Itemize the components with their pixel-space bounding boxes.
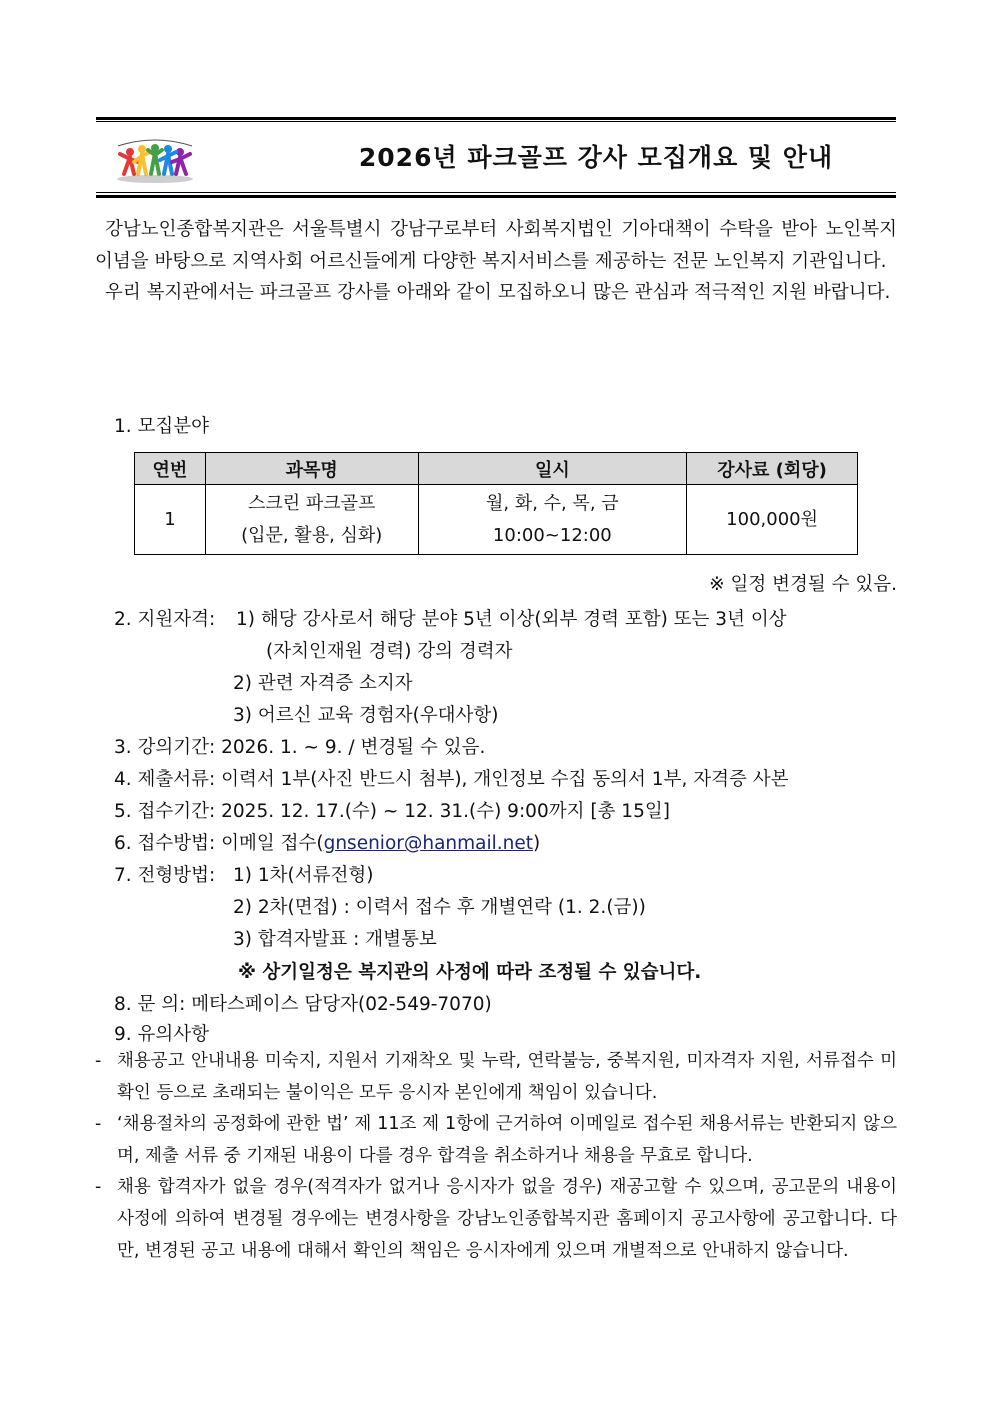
col-header-subject: 과목명 xyxy=(205,453,418,485)
header-bottom-rule xyxy=(96,195,896,198)
dash-bullet: - xyxy=(95,1051,102,1071)
header-top-rule xyxy=(96,117,896,120)
header-bottom-rule-thin xyxy=(96,192,896,193)
intro-paragraph-1: 강남노인종합복지관은 서울특별시 강남구로부터 사회복지법인 기아대책이 수탁을 받아 노인복지 이념을 바탕으로 지역사회 어르신들에게 다양한 복지서비스를 제공하는 전문 노인복지 기관입니다. xyxy=(95,219,897,272)
dash-bullet: - xyxy=(95,1177,102,1198)
section-2-label: 2. 지원자격: xyxy=(114,609,216,630)
col-header-no: 연번 xyxy=(135,453,206,485)
email-link[interactable]: gnsenior@hanmail.net xyxy=(323,833,534,854)
table-header-row xyxy=(135,453,858,485)
section-6 xyxy=(114,829,540,855)
section-2-item-3: 3) 어르신 교육 경험자(우대사항) xyxy=(233,705,499,726)
cell-time: 10:00~12:00 xyxy=(492,524,612,546)
table-row xyxy=(135,485,858,555)
page-title: 2026년 파크골프 강사 모집개요 및 안내 xyxy=(358,143,834,172)
section-2-item-1b: (자치인재원 경력) 강의 경력자 xyxy=(266,641,513,662)
section-6-label: 6. 접수방법: 이메일 접수( xyxy=(114,833,324,854)
intro-paragraph-2: 우리 복지관에서는 파크골프 강사를 아래와 같이 모집하오니 많은 관심과 적극적인 지원 바랍니다. xyxy=(105,282,891,303)
notice-text-2: ‘채용절차의 공정화에 관한 법’ 제 11조 제 1항에 근거하여 이메일로 접수된 채용서류는 반환되지 않으며, 제출 서류 중 기재된 내용이 다를 경우 합격을 취소하거나 채용을 무효로 합니다. xyxy=(117,1114,897,1166)
notice-text-1: 채용공고 안내내용 미숙지, 지원서 기재착오 및 누락, 연락불능, 중복지원, 미자격자 지원, 서류접수 미확인 등으로 초래되는 불이익은 모두 응시자 본인에게 책임이 있습니다. xyxy=(117,1051,897,1103)
section-7-note: ※ 상기일정은 복지관의 사정에 따라 조정될 수 있습니다. xyxy=(238,962,702,983)
notice-text-3: 채용 합격자가 없을 경우(적격자가 없거나 응시자가 없을 경우) 재공고할 수 있으며, 공고문의 내용이 사정에 의하여 변경될 경우에는 변경사항을 강남노인종합복지관 홈페이지 공고사항에 공고합니다. 다만, 변경된 공고 내용에 대해서 확인의 책임은 응시자에게 있으며 개별적으로 안내하지 않습니다. xyxy=(117,1177,897,1261)
col-header-fee: 강사료 (회당) xyxy=(687,453,858,485)
section-8: 8. 문 의: 메타스페이스 담당자(02-549-7070) xyxy=(114,994,492,1015)
section-6-suffix: ) xyxy=(533,833,541,854)
intro-text xyxy=(95,214,897,309)
section-7-item-2: 2) 2차(면접) : 이력서 접수 후 개별연락 (1. 2.(금)) xyxy=(233,897,646,918)
welfare-center-logo xyxy=(110,132,200,186)
cell-subject xyxy=(205,485,418,555)
cell-no: 1 xyxy=(135,485,206,555)
section-7-item-1: 1) 1차(서류전형) xyxy=(233,865,374,886)
section-3: 3. 강의기간: 2026. 1. ~ 9. / 변경될 수 있음. xyxy=(114,737,486,758)
header xyxy=(96,122,896,192)
notice-list xyxy=(95,1046,897,1267)
schedule-change-note: ※ 일정 변경될 수 있음. xyxy=(709,574,897,595)
section-9-heading: 9. 유의사항 xyxy=(114,1024,210,1045)
section-7-label: 7. 전형방법: xyxy=(114,865,216,886)
section-2-item-2: 2) 관련 자격증 소지자 xyxy=(233,673,413,694)
dash-bullet: - xyxy=(95,1114,102,1135)
list-item xyxy=(95,1109,897,1172)
cell-days: 월, 화, 수, 목, 금 xyxy=(485,492,619,514)
cell-fee: 100,000원 xyxy=(687,485,858,555)
section-2-item-1a: 1) 해당 강사로서 해당 분야 5년 이상(외부 경력 포함) 또는 3년 이상 xyxy=(236,609,787,630)
list-item xyxy=(95,1172,897,1267)
section-5: 5. 접수기간: 2025. 12. 17.(수) ~ 12. 31.(수) 9:00까지 [총 15일] xyxy=(114,801,670,822)
cell-subject-line-2: (입문, 활용, 심화) xyxy=(241,524,383,546)
cell-subject-line-1: 스크린 파크골프 xyxy=(247,492,376,514)
section-1-heading: 1. 모집분야 xyxy=(114,416,210,437)
section-7-item-3: 3) 합격자발표 : 개별통보 xyxy=(233,929,437,950)
list-item xyxy=(95,1046,897,1109)
recruit-table xyxy=(134,452,858,555)
section-4: 4. 제출서류: 이력서 1부(사진 반드시 첨부), 개인정보 수집 동의서 1부, 자격증 사본 xyxy=(114,769,789,790)
cell-schedule xyxy=(418,485,687,555)
col-header-schedule: 일시 xyxy=(418,453,687,485)
